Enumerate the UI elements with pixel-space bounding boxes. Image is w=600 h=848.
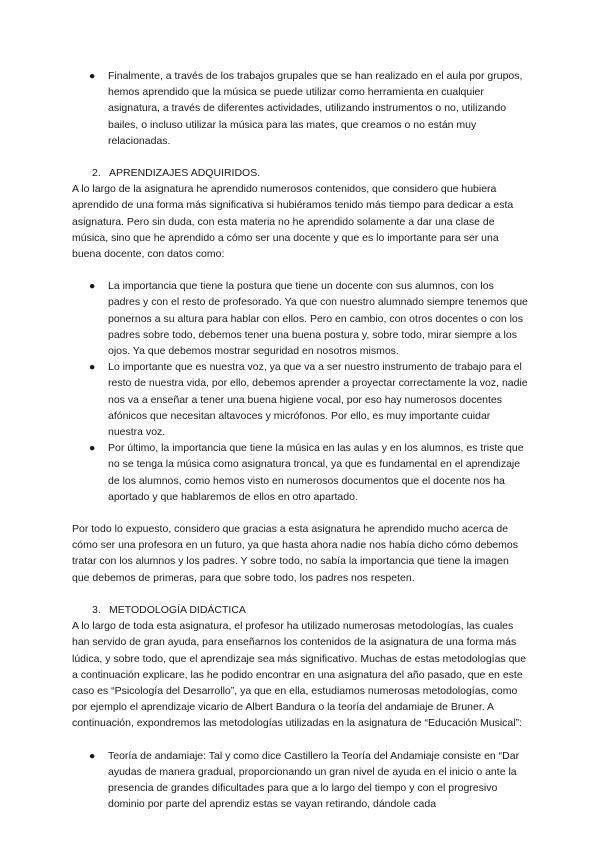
list-item	[72, 748, 528, 813]
section-number: 3.	[92, 603, 101, 616]
bullet-icon: ●	[89, 280, 96, 293]
bullet-icon: ●	[89, 70, 96, 82]
list-item	[72, 440, 528, 505]
section-title: APRENDIZAJES ADQUIRIDOS.	[109, 167, 261, 180]
list-item-text: Lo importante que es nuestra voz, ya que va a ser nuestro instrumento de trabajo para el resto de nuestra vida, por ello, debemos aprender a proyectar correctamente la voz, nadie nos va a enseñar a tener una buena higiene vocal, por eso hay numerosos docentes afónicos que necesitan altavoces y micrófonos. Por ello, es muy importante cuidar nuestra voz.	[108, 361, 528, 439]
section-heading-aprendizajes	[72, 165, 528, 181]
list-item	[72, 278, 528, 359]
list-item-text: La importancia que tiene la postura que tiene un docente con sus alumnos, con los padres y con el resto de profesorado. Ya que con nuestro alumnado siempre tenemos que ponernos a su altura para hablar con ellos. Pero en cambio, con otros docentes o con los padres sobre todo, debemos tener una buena postura y, sobre todo, mirar siempre a los ojos. Ya que debemos mostrar seguridad en nosotros mismos.	[108, 280, 528, 358]
bullet-icon: ●	[89, 442, 96, 455]
list-item-text: Finalmente, a través de los trabajos grupales que se han realizado en el aula por grupos, hemos aprendido que la música se puede utilizar como herramienta en cualquier asignatura, a través de diferentes actividades, utilizando instrumentos o no, utilizando bailes, o incluso utilizar la música para las mates, que creamos o no están muy relacionadas.	[108, 70, 523, 147]
list-item-text: Por último, la importancia que tiene la música en las aulas y en los alumnos, es triste que no se tenga la música como asignatura troncal, ya que es fundamental en el aprendizaje de los alumnos, como hemos visto en numerosos documentos que el docente nos ha aportado y que hablaremos de ellos en otro apartado.	[108, 442, 524, 503]
section-intro-paragraph: A lo largo de toda esta asignatura, el profesor ha utilizado numerosas metodologías, las cuales han servido de gran ayuda, para enseñarnos los contenidos de la asignatura de una forma más lúdica, y sobre todo, que el aprendizaje sea más significativo. Muchas de estas metodologías que a continuación explicare, las he podido encontrar en una asignatura del año pasado, que en este caso es “Psicología del Desarrollo”, ya que en ella, estudiamos numerosas metodologías, como por ejemplo el aprendizaje vicario de Albert Bandura o la teoría del andamiaje de Bruner. A continuación, expondremos las metodologías utilizadas en la asignatura de “Educación Musical”:	[72, 620, 527, 730]
conclusion-paragraph: Por todo lo expuesto, considero que gracias a esta asignatura he aprendido mucho acerca de cómo ser una profesora en un futuro, ya que hasta ahora nadie nos había dicho cómo debemos tratar con los alumnos y los padres. Y sobre todo, no sabía la importancia que tiene la imagen que debemos de primeras, para que sobre todo, los padres nos respeten.	[72, 523, 518, 584]
section-title: METODOLOGÍA DIDÁCTICA	[109, 603, 246, 616]
metodologia-bullet-list	[72, 748, 528, 813]
list-item	[72, 68, 528, 149]
document-page	[72, 68, 528, 812]
aprendizajes-bullet-list	[72, 278, 528, 505]
section-number: 2.	[92, 167, 101, 180]
intro-bullet-list	[72, 68, 528, 149]
list-item	[72, 359, 528, 440]
section-heading-metodologia	[72, 602, 528, 618]
bullet-icon: ●	[89, 361, 96, 374]
bullet-icon: ●	[89, 749, 96, 762]
list-item-text: Teoría de andamiaje: Tal y como dice Castillero la Teoría del Andamiaje consiste en “Dar ayudas de manera gradual, proporcionando un gran nivel de ayuda en el inicio o ante la presencia de grandes dificultades para que a lo largo del tiempo y con el progresivo dominio por parte del aprendiz estas se vayan retirando, dándole cada	[108, 749, 520, 811]
section-intro-paragraph: A lo largo de la asignatura he aprendido numerosos contenidos, que considero que hubiera aprendido de una forma más significativa si hubiéramos tenido más tiempo para dedicar a esta asignatura. Pero sin duda, con esta materia no he aprendido solamente a dar una clase de música, sino que he aprendido a cómo ser una docente y que es lo importante para ser una buena docente, con datos como:	[72, 183, 514, 261]
